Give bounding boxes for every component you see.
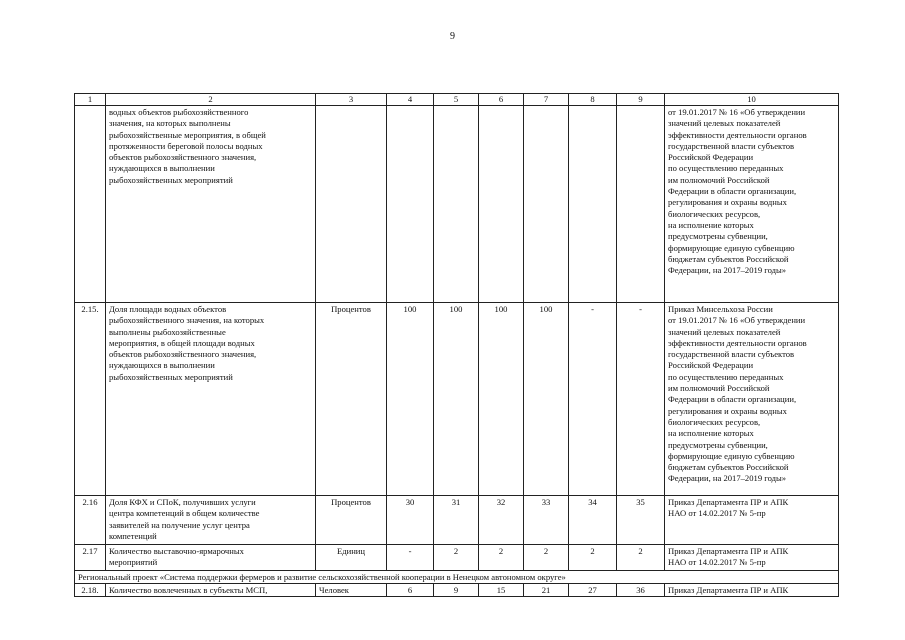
value-cell: 2 (617, 545, 665, 571)
unit-cell: Процентов (316, 303, 387, 496)
column-header: 5 (434, 94, 479, 106)
value-cell: 27 (569, 583, 617, 596)
table-row (75, 106, 839, 303)
indicator-name: Количество выставочно-ярмарочных мероприятий (106, 545, 316, 571)
value-cell (434, 106, 479, 303)
indicator-name: Доля площади водных объектов рыбохозяйственного значения, на которых выполнены рыбохозяйственные мероприятия, в общей площади водных объектов рыбохозяйственного значения, нуждающихся в выполнении рыбохозяйственных мероприятий (106, 303, 316, 496)
column-header: 9 (617, 94, 665, 106)
value-cell: 32 (479, 496, 524, 545)
table-row (75, 583, 839, 596)
value-cell: 15 (479, 583, 524, 596)
page-number: 9 (450, 31, 455, 42)
value-cell: 34 (569, 496, 617, 545)
value-cell: - (387, 545, 434, 571)
column-header: 2 (106, 94, 316, 106)
value-cell: - (569, 303, 617, 496)
value-cell: 2 (479, 545, 524, 571)
value-cell (479, 106, 524, 303)
value-cell (617, 106, 665, 303)
unit-cell: Единиц (316, 545, 387, 571)
source-document: Приказ Департамента ПР и АПК НАО от 14.02.2017 № 5-пр (665, 545, 839, 571)
source-document: Приказ Департамента ПР и АПК НАО от 14.02.2017 № 5-пр (665, 496, 839, 545)
indicator-name: Доля КФХ и СПоК, получивших услуги центра компетенций в общем количестве заявителей на получение услуг центра компетенций (106, 496, 316, 545)
column-header: 8 (569, 94, 617, 106)
row-number: 2.15. (75, 303, 106, 496)
row-number (75, 106, 106, 303)
value-cell: 100 (434, 303, 479, 496)
column-header: 3 (316, 94, 387, 106)
row-number: 2.18. (75, 583, 106, 596)
table-row (75, 545, 839, 571)
value-cell: 2 (569, 545, 617, 571)
regional-project-title: Региональный проект «Система поддержки фермеров и развитие сельскохозяйственной кооперации в Ненецком автономном округе» (75, 570, 839, 583)
source-document: от 19.01.2017 № 16 «Об утверждении значений целевых показателей эффективности деятельности органов государственной власти субъектов Российской Федерации по осуществлению переданных им полномочий Российской Федерации в области организации, регулирования и охраны водных биологических ресурсов, на исполнение которых предусмотрены субвенции, формирующие единую субвенцию бюджетам субъектов Российской Федерации, на 2017–2019 годы» (665, 106, 839, 303)
column-header: 7 (524, 94, 569, 106)
unit-cell (316, 106, 387, 303)
value-cell (569, 106, 617, 303)
value-cell: 36 (617, 583, 665, 596)
column-header: 4 (387, 94, 434, 106)
value-cell: 31 (434, 496, 479, 545)
column-header: 6 (479, 94, 524, 106)
value-cell: 35 (617, 496, 665, 545)
value-cell: 100 (479, 303, 524, 496)
row-number: 2.16 (75, 496, 106, 545)
value-cell: 100 (387, 303, 434, 496)
value-cell: 33 (524, 496, 569, 545)
value-cell: 2 (524, 545, 569, 571)
project-heading-row (75, 570, 839, 583)
column-header: 1 (75, 94, 106, 106)
indicator-name: водных объектов рыбохозяйственного значения, на которых выполнены рыбохозяйственные мероприятия, в общей протяженности береговой полосы водных объектов рыбохозяйственного значения, нуждающихся в выполнении рыбохозяйственных мероприятий (106, 106, 316, 303)
unit-cell: Процентов (316, 496, 387, 545)
table-row (75, 303, 839, 496)
indicators-table (74, 93, 839, 597)
value-cell: 9 (434, 583, 479, 596)
column-header: 10 (665, 94, 839, 106)
value-cell: 21 (524, 583, 569, 596)
value-cell: 100 (524, 303, 569, 496)
table-row (75, 496, 839, 545)
source-document: Приказ Минсельхоза России от 19.01.2017 № 16 «Об утверждении значений целевых показателей эффективности деятельности органов государственной власти субъектов Российской Федерации по осуществлению переданных им полномочий Российской Федерации в области организации, регулирования и охраны водных биологических ресурсов, на исполнение которых предусмотрены субвенции, формирующие единую субвенцию бюджетам субъектов Российской Федерации, на 2017–2019 годы» (665, 303, 839, 496)
unit-cell: Человек (316, 583, 387, 596)
column-number-header-row (75, 94, 839, 106)
value-cell: 30 (387, 496, 434, 545)
value-cell: 2 (434, 545, 479, 571)
value-cell (524, 106, 569, 303)
row-number: 2.17 (75, 545, 106, 571)
source-document: Приказ Департамента ПР и АПК (665, 583, 839, 596)
indicator-name: Количество вовлеченных в субъекты МСП, (106, 583, 316, 596)
value-cell (387, 106, 434, 303)
value-cell: - (617, 303, 665, 496)
value-cell: 6 (387, 583, 434, 596)
